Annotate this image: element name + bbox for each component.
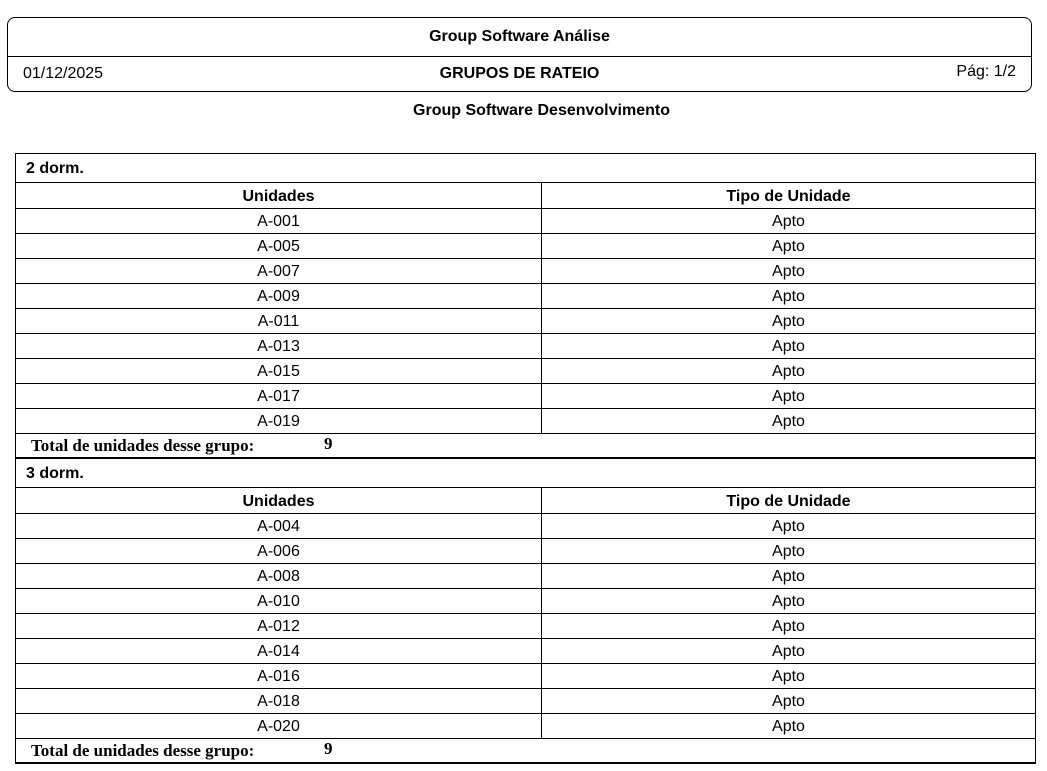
unit-cell: A-012 [16,614,542,638]
unit-cell: A-009 [16,284,542,308]
group-section [15,459,1036,764]
table-row [16,664,1035,689]
unit-type-cell: Apto [772,388,805,405]
group-total-label: Total de unidades desse grupo: [31,741,255,760]
unit-type-cell: Apto [772,618,805,635]
page-number: Pág: 1/2 [956,63,1016,80]
group-name: 3 dorm. [16,459,1035,488]
table-row [16,409,1035,434]
unit-cell: A-013 [16,334,542,358]
unit-cell: A-019 [16,409,542,433]
unit-cell: A-007 [16,259,542,283]
unit-type-cell: Apto [772,643,805,660]
unit-type-cell: Apto [772,263,805,280]
table-row [16,564,1035,589]
unit-type-cell: Apto [772,238,805,255]
table-row [16,539,1035,564]
column-header-units: Unidades [16,488,542,513]
unit-cell: A-014 [16,639,542,663]
unit-type-cell: Apto [772,693,805,710]
unit-type-cell: Apto [772,413,805,430]
unit-cell: A-015 [16,359,542,383]
group-total-value: 9 [324,434,333,453]
table-row [16,309,1035,334]
table-row [16,614,1035,639]
group-total-row [16,739,1035,764]
table-header-row [16,488,1035,514]
unit-cell: A-011 [16,309,542,333]
company-name: Group Software Análise [429,28,610,45]
unit-type-cell: Apto [772,288,805,305]
report-subtitle: Group Software Desenvolvimento [413,102,670,119]
unit-type-cell: Apto [772,668,805,685]
table-row [16,714,1035,739]
unit-cell: A-005 [16,234,542,258]
unit-cell: A-001 [16,209,542,233]
table-row [16,259,1035,284]
table-row [16,334,1035,359]
table-row [16,689,1035,714]
column-header-unit-type: Tipo de Unidade [726,493,851,510]
table-row [16,284,1035,309]
unit-cell: A-016 [16,664,542,688]
table-row [16,639,1035,664]
unit-type-cell: Apto [772,338,805,355]
table-row [16,589,1035,614]
unit-type-cell: Apto [772,543,805,560]
unit-cell: A-020 [16,714,542,738]
unit-cell: A-008 [16,564,542,588]
unit-type-cell: Apto [772,593,805,610]
column-header-unit-type: Tipo de Unidade [726,188,851,205]
table-header-row [16,183,1035,209]
table-row [16,234,1035,259]
group-name: 2 dorm. [16,154,1035,183]
report-date: 01/12/2025 [23,65,104,82]
unit-type-cell: Apto [772,568,805,585]
unit-type-cell: Apto [772,518,805,535]
unit-cell: A-018 [16,689,542,713]
group-total-row [16,434,1035,459]
unit-cell: A-004 [16,514,542,538]
unit-type-cell: Apto [772,718,805,735]
unit-cell: A-006 [16,539,542,563]
table-row [16,209,1035,234]
table-row [16,384,1035,409]
table-row [16,514,1035,539]
unit-cell: A-017 [16,384,542,408]
unit-type-cell: Apto [772,313,805,330]
table-row [16,359,1035,384]
groups-table [15,153,1036,764]
group-section [15,154,1036,459]
report-header [7,17,1032,92]
unit-type-cell: Apto [772,213,805,230]
group-total-value: 9 [324,739,333,758]
unit-cell: A-010 [16,589,542,613]
group-total-label: Total de unidades desse grupo: [31,436,255,455]
report-title: GRUPOS DE RATEIO [439,65,600,82]
header-divider [8,56,1031,57]
unit-type-cell: Apto [772,363,805,380]
column-header-units: Unidades [16,183,542,208]
